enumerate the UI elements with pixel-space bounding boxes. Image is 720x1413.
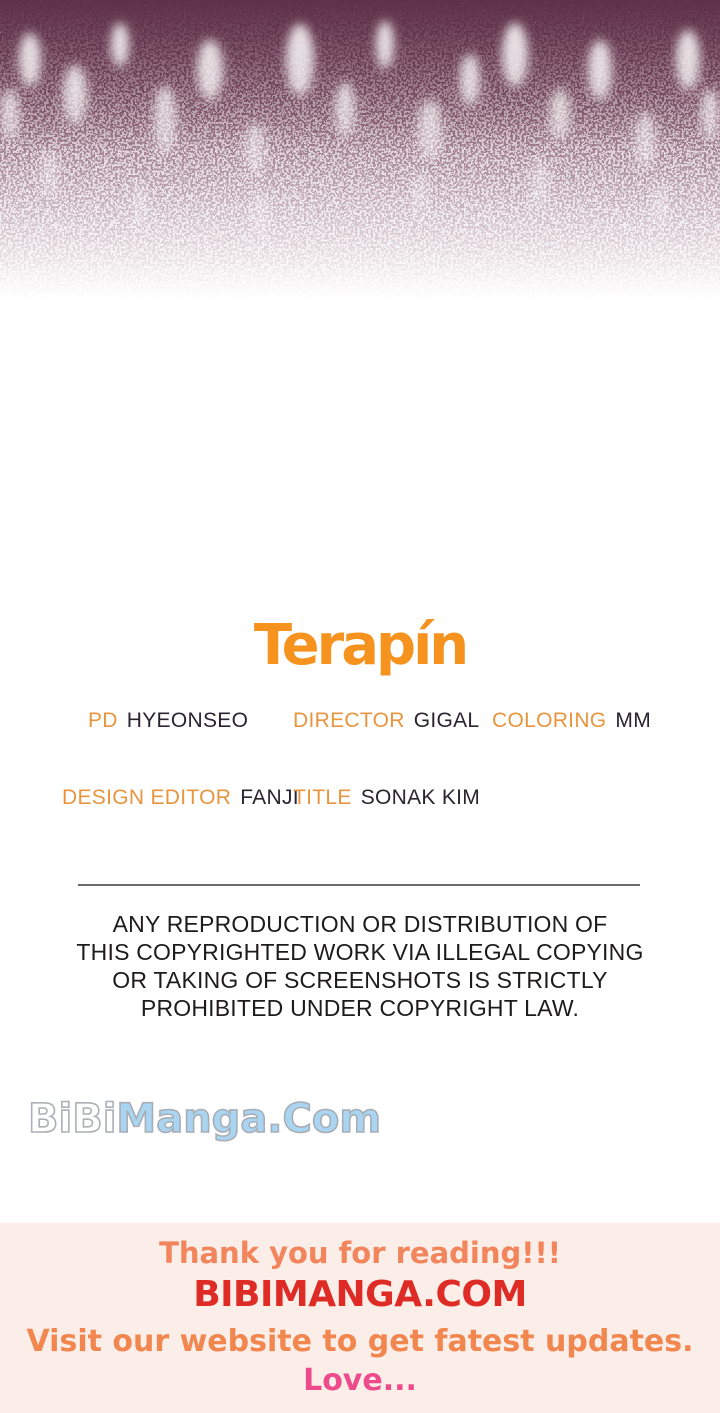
footer-visit-text: Visit our website to get fatest updates. — [26, 1324, 694, 1359]
credit-design-editor-label: DESIGN EDITOR — [62, 786, 232, 809]
credit-pd-value: HYEONSEO — [126, 709, 249, 732]
footer-love-text: Love... — [303, 1363, 417, 1398]
footer-site-name: BIBIMANGA.COM — [193, 1274, 527, 1315]
credit-title-value: SONAK KIM — [360, 786, 481, 809]
credit-coloring-label: COLORING — [492, 709, 607, 732]
watermark-bibi: BiBi — [28, 1096, 117, 1142]
footer-banner — [0, 1223, 720, 1413]
credit-design-editor-value: FANJI — [240, 786, 299, 809]
grain-texture-artwork — [0, 0, 720, 300]
copyright-line-2: THIS COPYRIGHTED WORK VIA ILLEGAL COPYING — [76, 939, 644, 965]
credit-title — [293, 786, 480, 810]
divider-line — [78, 884, 640, 886]
credit-director — [293, 709, 479, 733]
credit-coloring — [492, 709, 651, 733]
credit-pd — [88, 709, 248, 733]
copyright-line-4: PROHIBITED UNDER COPYRIGHT LAW. — [140, 995, 580, 1021]
copyright-notice — [0, 910, 720, 1022]
credit-design-editor — [62, 786, 299, 810]
footer-thanks-text: Thank you for reading!!! — [159, 1236, 561, 1270]
credit-title-label: TITLE — [293, 786, 352, 809]
credit-director-value: GIGAL — [413, 709, 480, 732]
bibimanga-watermark — [28, 1096, 381, 1142]
copyright-line-3: OR TAKING OF SCREENSHOTS IS STRICTLY — [112, 967, 608, 993]
credit-pd-label: PD — [88, 709, 118, 732]
terapin-logo: Terapín — [253, 613, 467, 678]
credit-director-label: DIRECTOR — [293, 709, 405, 732]
credit-coloring-value: MM — [615, 709, 652, 732]
copyright-line-1: ANY REPRODUCTION OR DISTRIBUTION OF — [112, 911, 608, 937]
watermark-manga-com: Manga.Com — [116, 1096, 382, 1142]
